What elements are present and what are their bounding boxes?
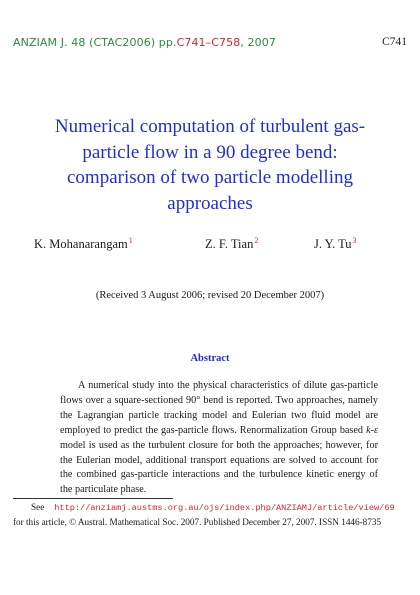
page-range-link[interactable]: C741–C758 [176,36,241,49]
footnote [13,501,408,530]
author-name: K. Mohanarangam [34,237,128,251]
author-3 [314,236,357,252]
author-affiliation-link[interactable]: 3 [352,236,357,245]
footnote-rule [13,498,173,499]
journal-header [13,36,276,49]
abstract-part-1: A numerical study into the physical characteristics of dilute gas-particle flows over a square-sectioned 90° bend is reported. Two approaches, namely the Lagrangian particle tracking model and Eulerian two fluid model are employed to predict the gas-particle flows. Renormalization Group based [60,380,378,436]
paper-title: Numerical computation of turbulent gas-particle flow in a 90 degree bend: comparison of two particle modelling approaches [54,116,366,214]
page-number: C741 [382,36,407,48]
journal-year: , 2007 [240,36,276,49]
author-affiliation-link[interactable]: 2 [254,236,259,245]
author-affiliation-link[interactable]: 1 [128,236,133,245]
author-name: J. Y. Tu [314,237,352,251]
received-dates: (Received 3 August 2006; revised 20 December 2007) [95,290,325,301]
author-1 [34,236,133,252]
author-list [0,236,420,256]
abstract-heading: Abstract [190,353,230,364]
footnote-text: for this article, © Austral. Mathematical Soc. 2007. Published December 27, 2007. ISSN 1446-8735 [13,516,382,527]
abstract-text [60,379,378,498]
abstract-part-2: model is used as the turbulent closure for both the approaches; however, for the Eulerian model, additional transport equations are solved to account for the combined gas-particle interactions and the turbulence kinetic energy of the particulate phase. [60,439,378,496]
k-epsilon-symbol: k-ε [366,424,378,436]
journal-citation: ANZIAM J. 48 (CTAC2006) pp. [13,36,177,49]
author-2 [205,236,258,252]
author-name: Z. F. Tian [205,237,254,251]
article-url-link[interactable]: http://anziamj.austms.org.au/ojs/index.php/ANZIAMJ/article/view/69 [54,503,395,513]
footnote-see-label: See [31,502,45,512]
